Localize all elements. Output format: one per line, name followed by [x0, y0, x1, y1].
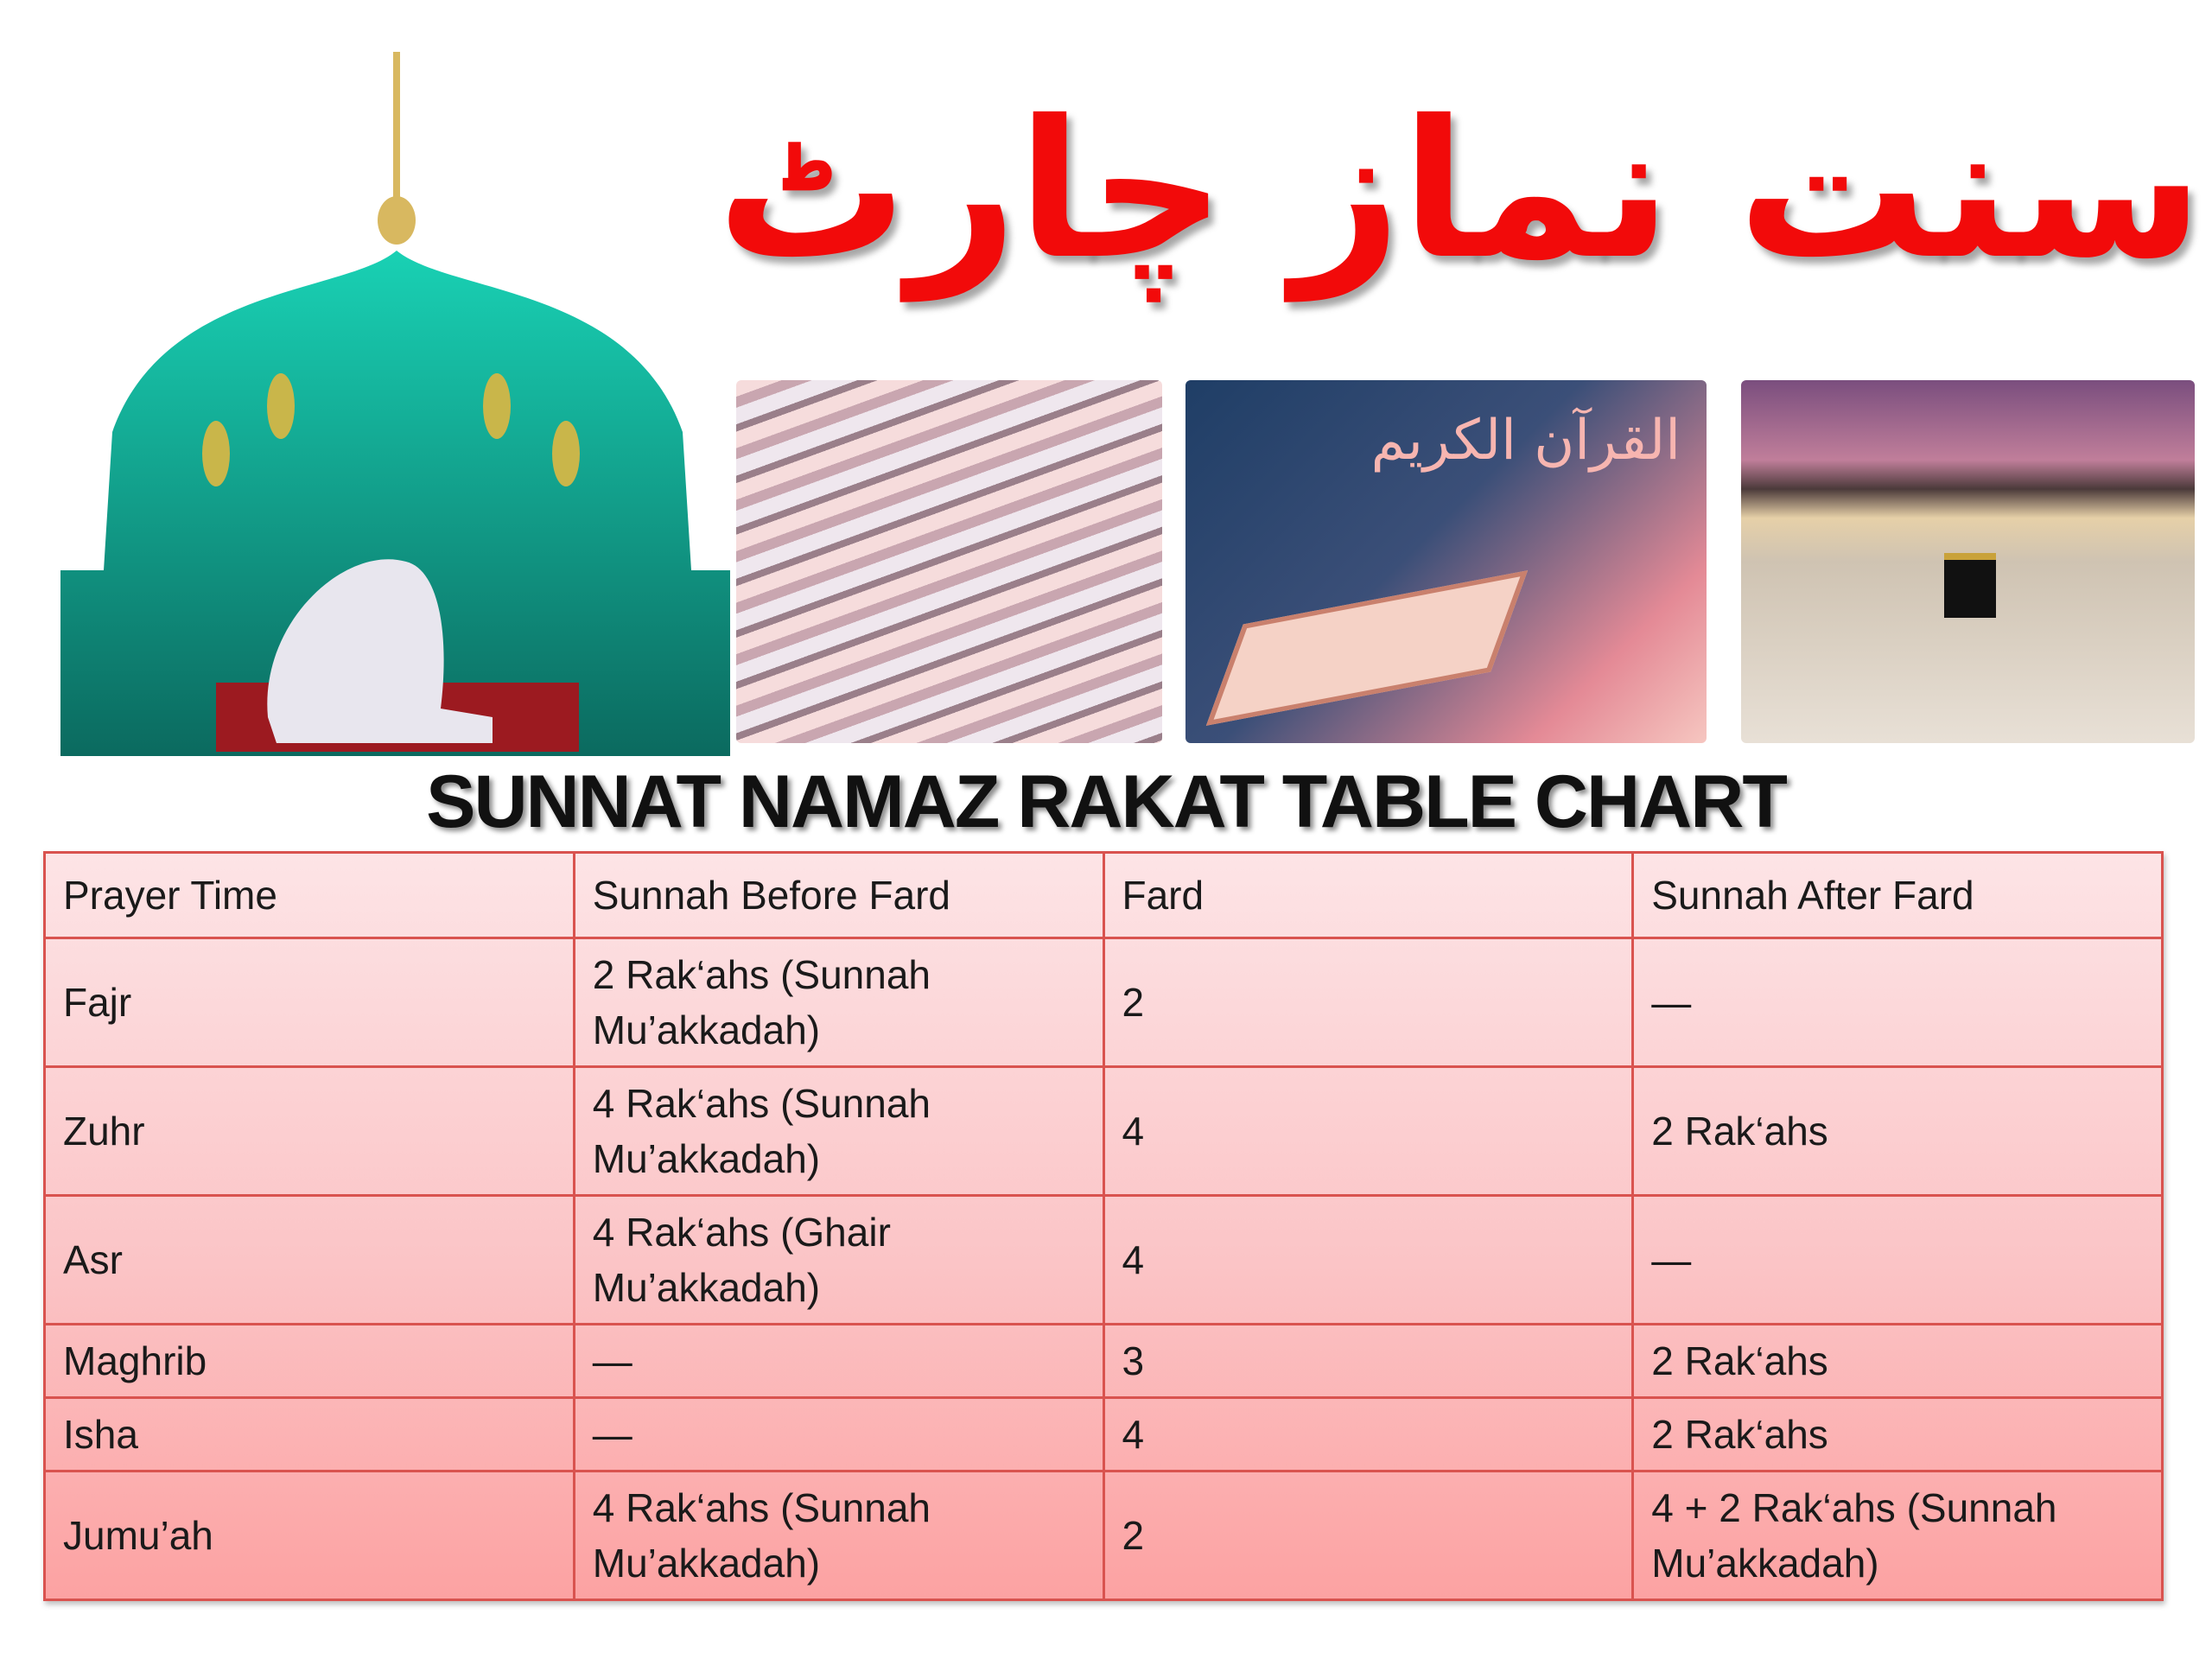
table-row [45, 1325, 2163, 1398]
header-cell: Sunnah After Fard [1633, 853, 2163, 938]
rakat-table [43, 851, 2164, 1601]
table-cell: — [1633, 938, 2163, 1067]
table-cell: Isha [45, 1398, 575, 1471]
table-cell: — [1633, 1196, 2163, 1325]
table-cell: — [574, 1398, 1103, 1471]
table-cell: 2 Rak‘ahs [1633, 1325, 2163, 1398]
table-cell: 4 [1103, 1398, 1633, 1471]
table-cell: 2 [1103, 938, 1633, 1067]
table-row [45, 1067, 2163, 1196]
table-cell: Maghrib [45, 1325, 575, 1398]
quran-photo [1185, 380, 1707, 743]
header-cell: Sunnah Before Fard [574, 853, 1103, 938]
table-row [45, 1196, 2163, 1325]
table-cell: 4 [1103, 1196, 1633, 1325]
table-header-row [45, 853, 2163, 938]
table-cell: — [574, 1325, 1103, 1398]
table-cell: Asr [45, 1196, 575, 1325]
table-cell: 2 [1103, 1471, 1633, 1600]
table-cell: 3 [1103, 1325, 1633, 1398]
mosque-prayer-illustration [60, 0, 734, 760]
table-cell: 2 Rak‘ahs [1633, 1398, 2163, 1471]
table-cell: Zuhr [45, 1067, 575, 1196]
congregation-prayer-photo [736, 380, 1162, 743]
kaaba-photo [1741, 380, 2195, 743]
open-book-icon [1206, 570, 1528, 726]
table-cell: Jumu’ah [45, 1471, 575, 1600]
table-cell: 4 Rak‘ahs (Ghair Mu’akkadah) [574, 1196, 1103, 1325]
table-cell: 4 Rak‘ahs (Sunnah Mu’akkadah) [574, 1067, 1103, 1196]
header-cell: Prayer Time [45, 853, 575, 938]
urdu-title: سنت نماز چارٹ [716, 79, 2203, 301]
kaaba-icon [1944, 553, 1996, 618]
table-cell: 4 + 2 Rak‘ahs (Sunnah Mu’akkadah) [1633, 1471, 2163, 1600]
quran-calligraphy: القرآن الكريم [1370, 409, 1681, 473]
chart-title: SUNNAT NAMAZ RAKAT TABLE CHART [426, 760, 1786, 843]
table-row [45, 1398, 2163, 1471]
table-cell: 4 [1103, 1067, 1633, 1196]
table-cell: 4 Rak‘ahs (Sunnah Mu’akkadah) [574, 1471, 1103, 1600]
table-cell: Fajr [45, 938, 575, 1067]
table-row [45, 1471, 2163, 1600]
table-cell: 2 Rak‘ahs (Sunnah Mu’akkadah) [574, 938, 1103, 1067]
table-row [45, 938, 2163, 1067]
header-cell: Fard [1103, 853, 1633, 938]
table-cell: 2 Rak‘ahs [1633, 1067, 2163, 1196]
